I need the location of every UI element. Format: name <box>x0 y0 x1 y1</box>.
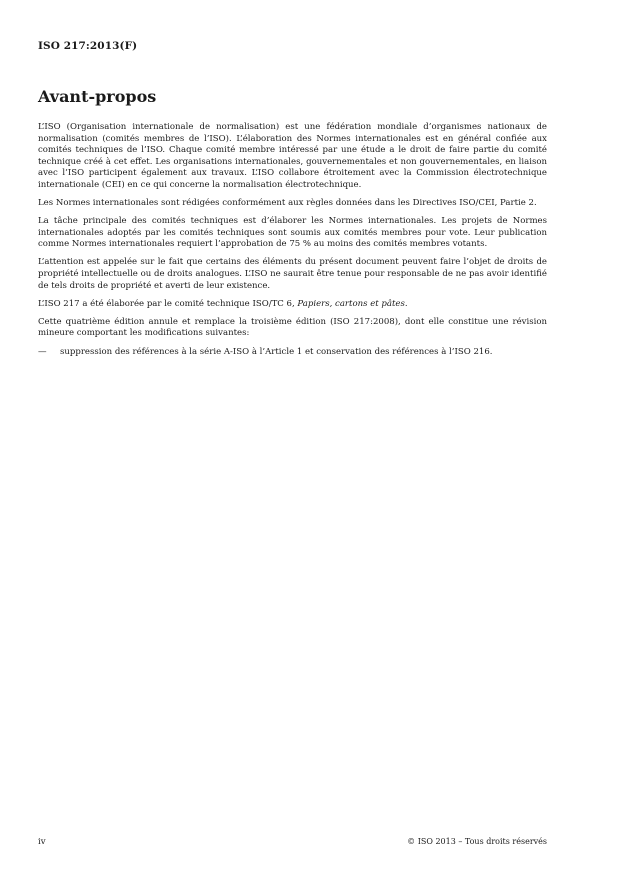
paragraph-edition: Cette quatrième édition annule et remplace la troisième édition (ISO 217:2008), dont elle constitue une révision mineure comportant les modifications suivantes: <box>38 316 547 339</box>
page-title: Avant-propos <box>38 87 157 106</box>
dash-bullet: — <box>38 346 47 357</box>
paragraph-directives: Les Normes internationales sont rédigées conformément aux règles données dans les Directives ISO/CEI, Partie 2. <box>38 198 537 209</box>
document-id-header: ISO 217:2013(F) <box>38 40 138 52</box>
copyright-notice: © ISO 2013 – Tous droits réservés <box>407 837 547 846</box>
page-number: iv <box>38 837 46 847</box>
list-item-text: suppression des références à la série A-ISO à l’Article 1 et conservation des références à l’ISO 216. <box>60 346 493 357</box>
list-item <box>38 347 547 359</box>
prepared-by-text: L’ISO 217 a été élaborée par le comité technique ISO/TC 6, <box>38 298 298 309</box>
foreword-body <box>38 122 547 358</box>
paragraph-iso-organisation: L’ISO (Organisation internationale de normalisation) est une fédération mondiale d’organismes nationaux de normalisation (comités membres de l’ISO). L’élaboration des Normes internationales est en général confiée aux comités techniques de l’ISO. Chaque comité membre intéressé par une étude a le droit de faire partie du comité technique créé à cet effet. Les organisations internationales, gouvernementales et non gouvernementales, en liaison avec l’ISO participent également aux travaux. L’ISO collabore étroitement avec la Commission électrotechnique internationale (CEI) en ce qui concerne la normalisation électrotechnique. <box>38 122 547 190</box>
paragraph-prepared-by <box>38 299 547 311</box>
committee-title: Papiers, cartons et pâtes <box>297 298 405 309</box>
paragraph-patent-rights: L’attention est appelée sur le fait que certains des éléments du présent document peuvent faire l’objet de droits de propriété intellectuelle ou de droits analogues. L’ISO ne saurait être tenue pour responsable de ne pas avoir identifié de tels droits de propriété et averti de leur existence. <box>38 257 547 291</box>
paragraph-main-task: La tâche principale des comités techniques est d’élaborer les Normes internationales. Les projets de Normes internationales adoptés par les comités techniques sont soumis aux comités membres pour vote. Leur publication comme Normes internationales requiert l’approbation de 75 % au moins des comités membres votants. <box>38 216 547 250</box>
prepared-by-period: . <box>404 298 408 309</box>
